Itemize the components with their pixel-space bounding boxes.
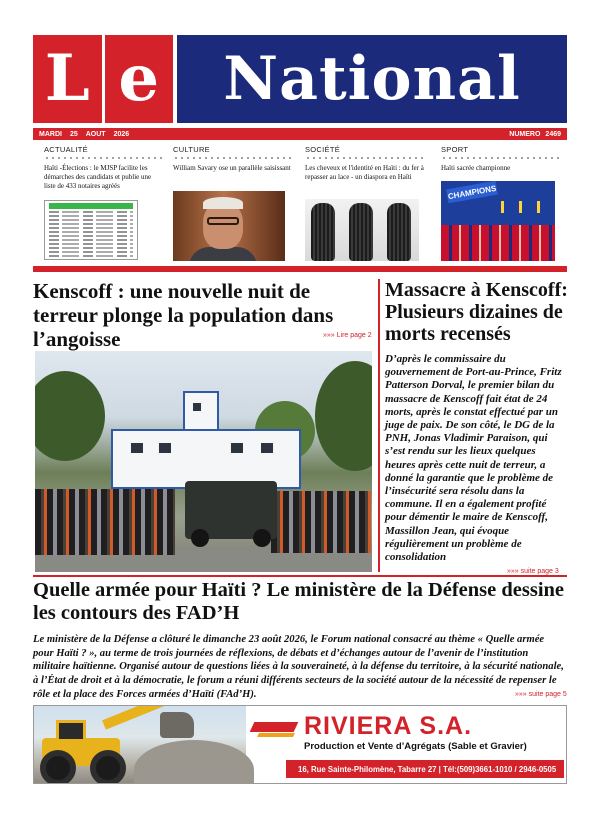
ad-logo-stripe <box>250 722 299 732</box>
lead-headline[interactable]: Kenscoff : une nouvelle nuit de terreur plonge la population dans l’angoisse <box>33 279 334 351</box>
side-body: D’après le commissaire du gouvernement de Port-au-Prince, Fritz Patterson Dorval, le premier bilan du massacre de Kenscoff fait état de 24 morts, après le constat effectué par un juge de paix. De son côté, le DG de la PNH, Jonas Vladimir Paraison, qui s’est rendu sur les lieux quelques heures après cette nuit de terreur, a donné la garantie que le problème de l’insécurité sera résolu dans la commune. Il en a également profité pour démentir le maire de Kenscoff, Massillon Jean, qui évoque régulièrement un problème de consolidation <box>385 353 562 564</box>
date-month: AOUT <box>85 130 106 138</box>
defense-page-link[interactable]: »»» suite page 5 <box>515 691 567 698</box>
ad-brand-panel <box>252 708 564 783</box>
lead-page-link[interactable]: »»» Lire page 2 <box>323 332 372 339</box>
teaser-rubric: SPORT <box>441 145 469 154</box>
champions-photo[interactable] <box>441 181 555 261</box>
date-day: MARDI <box>39 130 62 138</box>
side-headline[interactable]: Massacre à Kenscoff: Plusieurs dizaines de morts recensés <box>385 279 568 345</box>
column-rule <box>378 279 380 572</box>
ad-address-bar: 16, Rue Sainte-Philomène, Tabarre 27 | Tél:(509)3661-1010 / 2946-0505 <box>286 760 564 778</box>
teaser-rubric: CULTURE <box>173 145 210 154</box>
masthead <box>33 35 567 123</box>
dotted-divider <box>305 156 425 160</box>
teaser-societe[interactable] <box>305 145 425 182</box>
section-divider <box>33 575 567 577</box>
riviera-advertisement[interactable] <box>33 705 567 784</box>
champions-banner: CHAMPIONS <box>446 181 498 203</box>
issue-label: NUMERO <box>509 130 541 138</box>
logo-letter-e: e <box>105 35 174 123</box>
teaser-text[interactable]: Haïti -Élections : le MJSP facilite les démarches des candidats et publie une liste de 433 notaires agréés <box>44 164 152 190</box>
teaser-rubric: SOCIÉTÉ <box>305 145 341 154</box>
teaser-rubric: ACTUALITÉ <box>44 145 88 154</box>
logo-letter-l: L <box>33 35 102 123</box>
defense-headline[interactable]: Quelle armée pour Haïti ? Le ministère de la Défense dessine les contours des FAD’H <box>33 579 565 624</box>
date-number: 25 <box>69 130 78 138</box>
dotted-divider <box>441 156 561 160</box>
kenscoff-photo[interactable] <box>35 351 372 572</box>
teaser-actualite[interactable] <box>44 145 164 191</box>
teaser-text[interactable]: Les cheveux et l'identité en Haïti : du fer à repasser au lace - un diaspora en Haïti <box>305 164 424 181</box>
teaser-sport[interactable] <box>441 145 561 201</box>
logo-le <box>33 35 173 123</box>
defense-body: Le ministère de la Défense a clôturé le dimanche 23 août 2026, le Forum national consacré au thème « Quelle armée pour Haïti ? », au terme de trois journées de réflexions, de débats et d’échanges autour de l’avenir de l’institution militaire haïtienne. Organisé autour de questions liées à la souveraineté, à la défense du territoire, à la sécurité nationale, à l’État de droit et à la démocratie, le forum a réuni différents secteurs de la société autour de la nécessité de repenser le rôle et la place des Forces armées d’Haïti (FAd’H). <box>33 634 564 700</box>
braids-photo[interactable] <box>305 199 419 261</box>
date-year: 2026 <box>113 130 130 138</box>
teaser-text[interactable]: Haïti sacrée championne <box>441 164 511 172</box>
ad-company-name: RIVIERA S.A. <box>304 712 473 740</box>
dateline-bar <box>33 128 567 140</box>
dotted-divider <box>44 156 164 160</box>
ad-tagline: Production et Vente d’Agrégats (Sable et Gravier) <box>304 741 527 752</box>
portrait-photo[interactable] <box>173 191 285 261</box>
side-page-link[interactable]: »»» suite page 3 <box>507 568 559 575</box>
teaser-culture[interactable] <box>173 145 293 173</box>
issue-number: 2469 <box>545 130 561 138</box>
loader-photo <box>34 706 246 784</box>
notary-list-thumbnail[interactable] <box>44 200 138 260</box>
ad-logo-stripe <box>257 733 295 737</box>
section-divider <box>33 266 567 272</box>
logo-national: National <box>177 35 567 123</box>
teaser-text[interactable]: William Savary ose un parallèle saisissant <box>173 164 291 172</box>
dotted-divider <box>173 156 293 160</box>
